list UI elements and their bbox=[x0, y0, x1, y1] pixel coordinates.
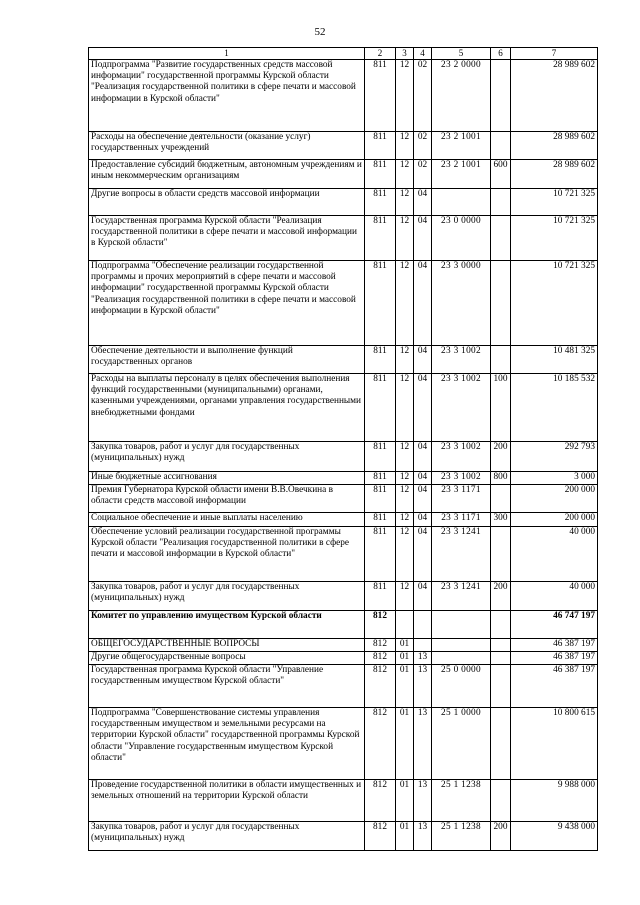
cell-expense-type bbox=[491, 665, 511, 708]
cell-expense-type bbox=[491, 189, 511, 216]
cell-subsection bbox=[414, 639, 432, 652]
cell-amount: 3 000 bbox=[511, 472, 598, 485]
cell-admin-code: 811 bbox=[365, 374, 396, 442]
cell-expense-type: 600 bbox=[491, 160, 511, 189]
cell-expense-type: 200 bbox=[491, 582, 511, 611]
cell-expense-type bbox=[491, 485, 511, 513]
cell-subsection: 13 bbox=[414, 780, 432, 822]
cell-expense-type bbox=[491, 780, 511, 822]
cell-subsection: 02 bbox=[414, 132, 432, 160]
cell-admin-code: 811 bbox=[365, 189, 396, 216]
cell-expense-type bbox=[491, 216, 511, 261]
header-col-1: 1 bbox=[89, 48, 365, 60]
cell-admin-code: 811 bbox=[365, 442, 396, 472]
cell-name: Обеспечение деятельности и выполнение функций государственных органов bbox=[89, 346, 365, 374]
cell-section: 12 bbox=[396, 485, 414, 513]
cell-name: Расходы на обеспечение деятельности (оказание услуг) государственных учреждений bbox=[89, 132, 365, 160]
cell-subsection: 04 bbox=[414, 513, 432, 527]
cell-admin-code: 811 bbox=[365, 132, 396, 160]
cell-target-article bbox=[432, 652, 491, 665]
table-row bbox=[89, 652, 598, 665]
cell-target-article bbox=[432, 611, 491, 639]
table-row bbox=[89, 780, 598, 822]
cell-subsection: 02 bbox=[414, 60, 432, 132]
header-col-7: 7 bbox=[511, 48, 598, 60]
cell-target-article: 23 3 1241 bbox=[432, 527, 491, 582]
table-row bbox=[89, 216, 598, 261]
table-row bbox=[89, 189, 598, 216]
table-row bbox=[89, 822, 598, 851]
cell-admin-code: 812 bbox=[365, 611, 396, 639]
cell-expense-type bbox=[491, 132, 511, 160]
cell-admin-code: 811 bbox=[365, 472, 396, 485]
cell-target-article: 25 1 1238 bbox=[432, 822, 491, 851]
cell-subsection: 04 bbox=[414, 189, 432, 216]
table-row bbox=[89, 611, 598, 639]
cell-name: Закупка товаров, работ и услуг для государственных (муниципальных) нужд bbox=[89, 822, 365, 851]
table-row bbox=[89, 374, 598, 442]
cell-name: Подпрограмма "Развитие государственных средств массовой информации" государственной программы Курской области "Реализация государственной политики в сфере печати и массовой информации в Курской области" bbox=[89, 60, 365, 132]
table-row bbox=[89, 527, 598, 582]
cell-subsection bbox=[414, 611, 432, 639]
table-row bbox=[89, 261, 598, 346]
cell-name: Закупка товаров, работ и услуг для государственных (муниципальных) нужд bbox=[89, 582, 365, 611]
cell-amount: 28 989 602 bbox=[511, 60, 598, 132]
cell-name: Государственная программа Курской области "Управление государственным имуществом Курской области" bbox=[89, 665, 365, 708]
cell-section: 01 bbox=[396, 652, 414, 665]
cell-admin-code: 811 bbox=[365, 346, 396, 374]
cell-expense-type bbox=[491, 60, 511, 132]
cell-section: 12 bbox=[396, 374, 414, 442]
cell-section: 01 bbox=[396, 639, 414, 652]
cell-section: 12 bbox=[396, 160, 414, 189]
cell-section bbox=[396, 611, 414, 639]
header-col-4: 4 bbox=[414, 48, 432, 60]
cell-name: ОБЩЕГОСУДАРСТВЕННЫЕ ВОПРОСЫ bbox=[89, 639, 365, 652]
cell-name: Закупка товаров, работ и услуг для государственных (муниципальных) нужд bbox=[89, 442, 365, 472]
cell-target-article: 25 1 0000 bbox=[432, 708, 491, 780]
cell-target-article: 25 1 1238 bbox=[432, 780, 491, 822]
cell-amount: 200 000 bbox=[511, 485, 598, 513]
cell-name: Расходы на выплаты персоналу в целях обеспечения выполнения функций государственными (муниципальными) органами, казенными учреждениями, органами управления государственными внебюджетными фондами bbox=[89, 374, 365, 442]
cell-target-article: 23 3 1002 bbox=[432, 442, 491, 472]
cell-expense-type: 300 bbox=[491, 513, 511, 527]
cell-target-article bbox=[432, 189, 491, 216]
cell-admin-code: 811 bbox=[365, 160, 396, 189]
cell-amount: 9 988 000 bbox=[511, 780, 598, 822]
cell-section: 12 bbox=[396, 513, 414, 527]
table-row bbox=[89, 582, 598, 611]
cell-expense-type bbox=[491, 652, 511, 665]
cell-section: 12 bbox=[396, 582, 414, 611]
cell-expense-type bbox=[491, 527, 511, 582]
cell-amount: 28 989 602 bbox=[511, 132, 598, 160]
cell-target-article: 23 0 0000 bbox=[432, 216, 491, 261]
cell-name: Подпрограмма "Обеспечение реализации государственной программы и прочих мероприятий в сфере печати и массовой информации" государственной программы Курской области "Реализация государственной политики в сфере печати и массовой информации в Курской области" bbox=[89, 261, 365, 346]
cell-section: 12 bbox=[396, 527, 414, 582]
cell-expense-type bbox=[491, 261, 511, 346]
cell-admin-code: 812 bbox=[365, 665, 396, 708]
cell-target-article: 23 3 1171 bbox=[432, 485, 491, 513]
table-row bbox=[89, 665, 598, 708]
cell-section: 12 bbox=[396, 472, 414, 485]
cell-subsection: 04 bbox=[414, 442, 432, 472]
cell-admin-code: 811 bbox=[365, 513, 396, 527]
cell-amount: 10 185 532 bbox=[511, 374, 598, 442]
cell-subsection: 04 bbox=[414, 527, 432, 582]
cell-subsection: 13 bbox=[414, 665, 432, 708]
cell-amount: 10 481 325 bbox=[511, 346, 598, 374]
cell-target-article bbox=[432, 639, 491, 652]
cell-target-article: 23 3 1002 bbox=[432, 374, 491, 442]
header-col-6: 6 bbox=[491, 48, 511, 60]
table-row bbox=[89, 60, 598, 132]
cell-name: Предоставление субсидий бюджетным, автономным учреждениям и иным некоммерческим организациям bbox=[89, 160, 365, 189]
cell-target-article: 23 3 1002 bbox=[432, 472, 491, 485]
cell-name: Комитет по управлению имуществом Курской области bbox=[89, 611, 365, 639]
cell-amount: 10 721 325 bbox=[511, 189, 598, 216]
cell-section: 12 bbox=[396, 442, 414, 472]
cell-subsection: 04 bbox=[414, 261, 432, 346]
cell-name: Подпрограмма "Совершенствование системы управления государственным имуществом и земельными ресурсами на территории Курской области" государственной программы Курской области "Управление государственным имуществом Курской области" bbox=[89, 708, 365, 780]
cell-subsection: 04 bbox=[414, 216, 432, 261]
cell-amount: 46 387 197 bbox=[511, 639, 598, 652]
cell-section: 12 bbox=[396, 189, 414, 216]
page-number: 52 bbox=[314, 26, 326, 38]
table-row bbox=[89, 132, 598, 160]
cell-admin-code: 811 bbox=[365, 485, 396, 513]
cell-admin-code: 811 bbox=[365, 261, 396, 346]
cell-name: Иные бюджетные ассигнования bbox=[89, 472, 365, 485]
table-row bbox=[89, 442, 598, 472]
cell-subsection: 02 bbox=[414, 160, 432, 189]
cell-target-article: 23 3 1002 bbox=[432, 346, 491, 374]
cell-section: 12 bbox=[396, 346, 414, 374]
cell-subsection: 04 bbox=[414, 582, 432, 611]
cell-target-article: 23 3 1171 bbox=[432, 513, 491, 527]
cell-subsection: 13 bbox=[414, 822, 432, 851]
cell-section: 01 bbox=[396, 708, 414, 780]
cell-name: Проведение государственной политики в области имущественных и земельных отношений на территории Курской области bbox=[89, 780, 365, 822]
cell-amount: 10 721 325 bbox=[511, 216, 598, 261]
header-col-2: 2 bbox=[365, 48, 396, 60]
header-col-3: 3 bbox=[396, 48, 414, 60]
cell-name: Обеспечение условий реализации государственной программы Курской области "Реализация государственной политики в сфере печати и массовой информации в Курской области" bbox=[89, 527, 365, 582]
cell-subsection: 13 bbox=[414, 708, 432, 780]
cell-admin-code: 811 bbox=[365, 60, 396, 132]
table-row bbox=[89, 639, 598, 652]
cell-section: 12 bbox=[396, 60, 414, 132]
cell-subsection: 04 bbox=[414, 374, 432, 442]
cell-subsection: 04 bbox=[414, 346, 432, 374]
cell-section: 01 bbox=[396, 822, 414, 851]
cell-amount: 28 989 602 bbox=[511, 160, 598, 189]
cell-admin-code: 812 bbox=[365, 708, 396, 780]
cell-expense-type bbox=[491, 639, 511, 652]
cell-amount: 200 000 bbox=[511, 513, 598, 527]
cell-amount: 46 387 197 bbox=[511, 652, 598, 665]
cell-expense-type bbox=[491, 611, 511, 639]
table-row bbox=[89, 513, 598, 527]
cell-amount: 40 000 bbox=[511, 527, 598, 582]
cell-admin-code: 811 bbox=[365, 582, 396, 611]
table-row bbox=[89, 485, 598, 513]
cell-expense-type: 200 bbox=[491, 822, 511, 851]
table-row bbox=[89, 160, 598, 189]
cell-expense-type: 200 bbox=[491, 442, 511, 472]
cell-expense-type: 100 bbox=[491, 374, 511, 442]
cell-subsection: 04 bbox=[414, 485, 432, 513]
cell-target-article: 23 3 1241 bbox=[432, 582, 491, 611]
cell-amount: 292 793 bbox=[511, 442, 598, 472]
cell-expense-type bbox=[491, 346, 511, 374]
cell-amount: 10 800 615 bbox=[511, 708, 598, 780]
cell-admin-code: 812 bbox=[365, 780, 396, 822]
cell-expense-type bbox=[491, 708, 511, 780]
cell-admin-code: 812 bbox=[365, 639, 396, 652]
cell-admin-code: 811 bbox=[365, 527, 396, 582]
cell-admin-code: 812 bbox=[365, 822, 396, 851]
cell-amount: 46 387 197 bbox=[511, 665, 598, 708]
cell-target-article: 23 3 0000 bbox=[432, 261, 491, 346]
cell-admin-code: 812 bbox=[365, 652, 396, 665]
cell-name: Социальное обеспечение и иные выплаты населению bbox=[89, 513, 365, 527]
table-row bbox=[89, 708, 598, 780]
table-body bbox=[89, 60, 598, 851]
cell-section: 01 bbox=[396, 780, 414, 822]
cell-section: 12 bbox=[396, 132, 414, 160]
cell-subsection: 13 bbox=[414, 652, 432, 665]
table-row bbox=[89, 346, 598, 374]
cell-name: Государственная программа Курской области "Реализация государственной политики в сфере печати и массовой информации в Курской области" bbox=[89, 216, 365, 261]
cell-name: Другие вопросы в области средств массовой информации bbox=[89, 189, 365, 216]
cell-expense-type: 800 bbox=[491, 472, 511, 485]
cell-amount: 40 000 bbox=[511, 582, 598, 611]
cell-admin-code: 811 bbox=[365, 216, 396, 261]
table-row bbox=[89, 472, 598, 485]
cell-section: 01 bbox=[396, 665, 414, 708]
budget-table bbox=[88, 47, 598, 851]
cell-subsection: 04 bbox=[414, 472, 432, 485]
cell-amount: 10 721 325 bbox=[511, 261, 598, 346]
cell-target-article: 25 0 0000 bbox=[432, 665, 491, 708]
cell-target-article: 23 2 1001 bbox=[432, 132, 491, 160]
cell-section: 12 bbox=[396, 261, 414, 346]
cell-name: Другие общегосударственные вопросы bbox=[89, 652, 365, 665]
cell-target-article: 23 2 0000 bbox=[432, 60, 491, 132]
header-col-5: 5 bbox=[432, 48, 491, 60]
cell-section: 12 bbox=[396, 216, 414, 261]
table-header-row bbox=[89, 48, 598, 60]
cell-amount: 46 747 197 bbox=[511, 611, 598, 639]
cell-name: Премия Губернатора Курской области имени В.В.Овечкина в области средств массовой информации bbox=[89, 485, 365, 513]
cell-target-article: 23 2 1001 bbox=[432, 160, 491, 189]
cell-amount: 9 438 000 bbox=[511, 822, 598, 851]
